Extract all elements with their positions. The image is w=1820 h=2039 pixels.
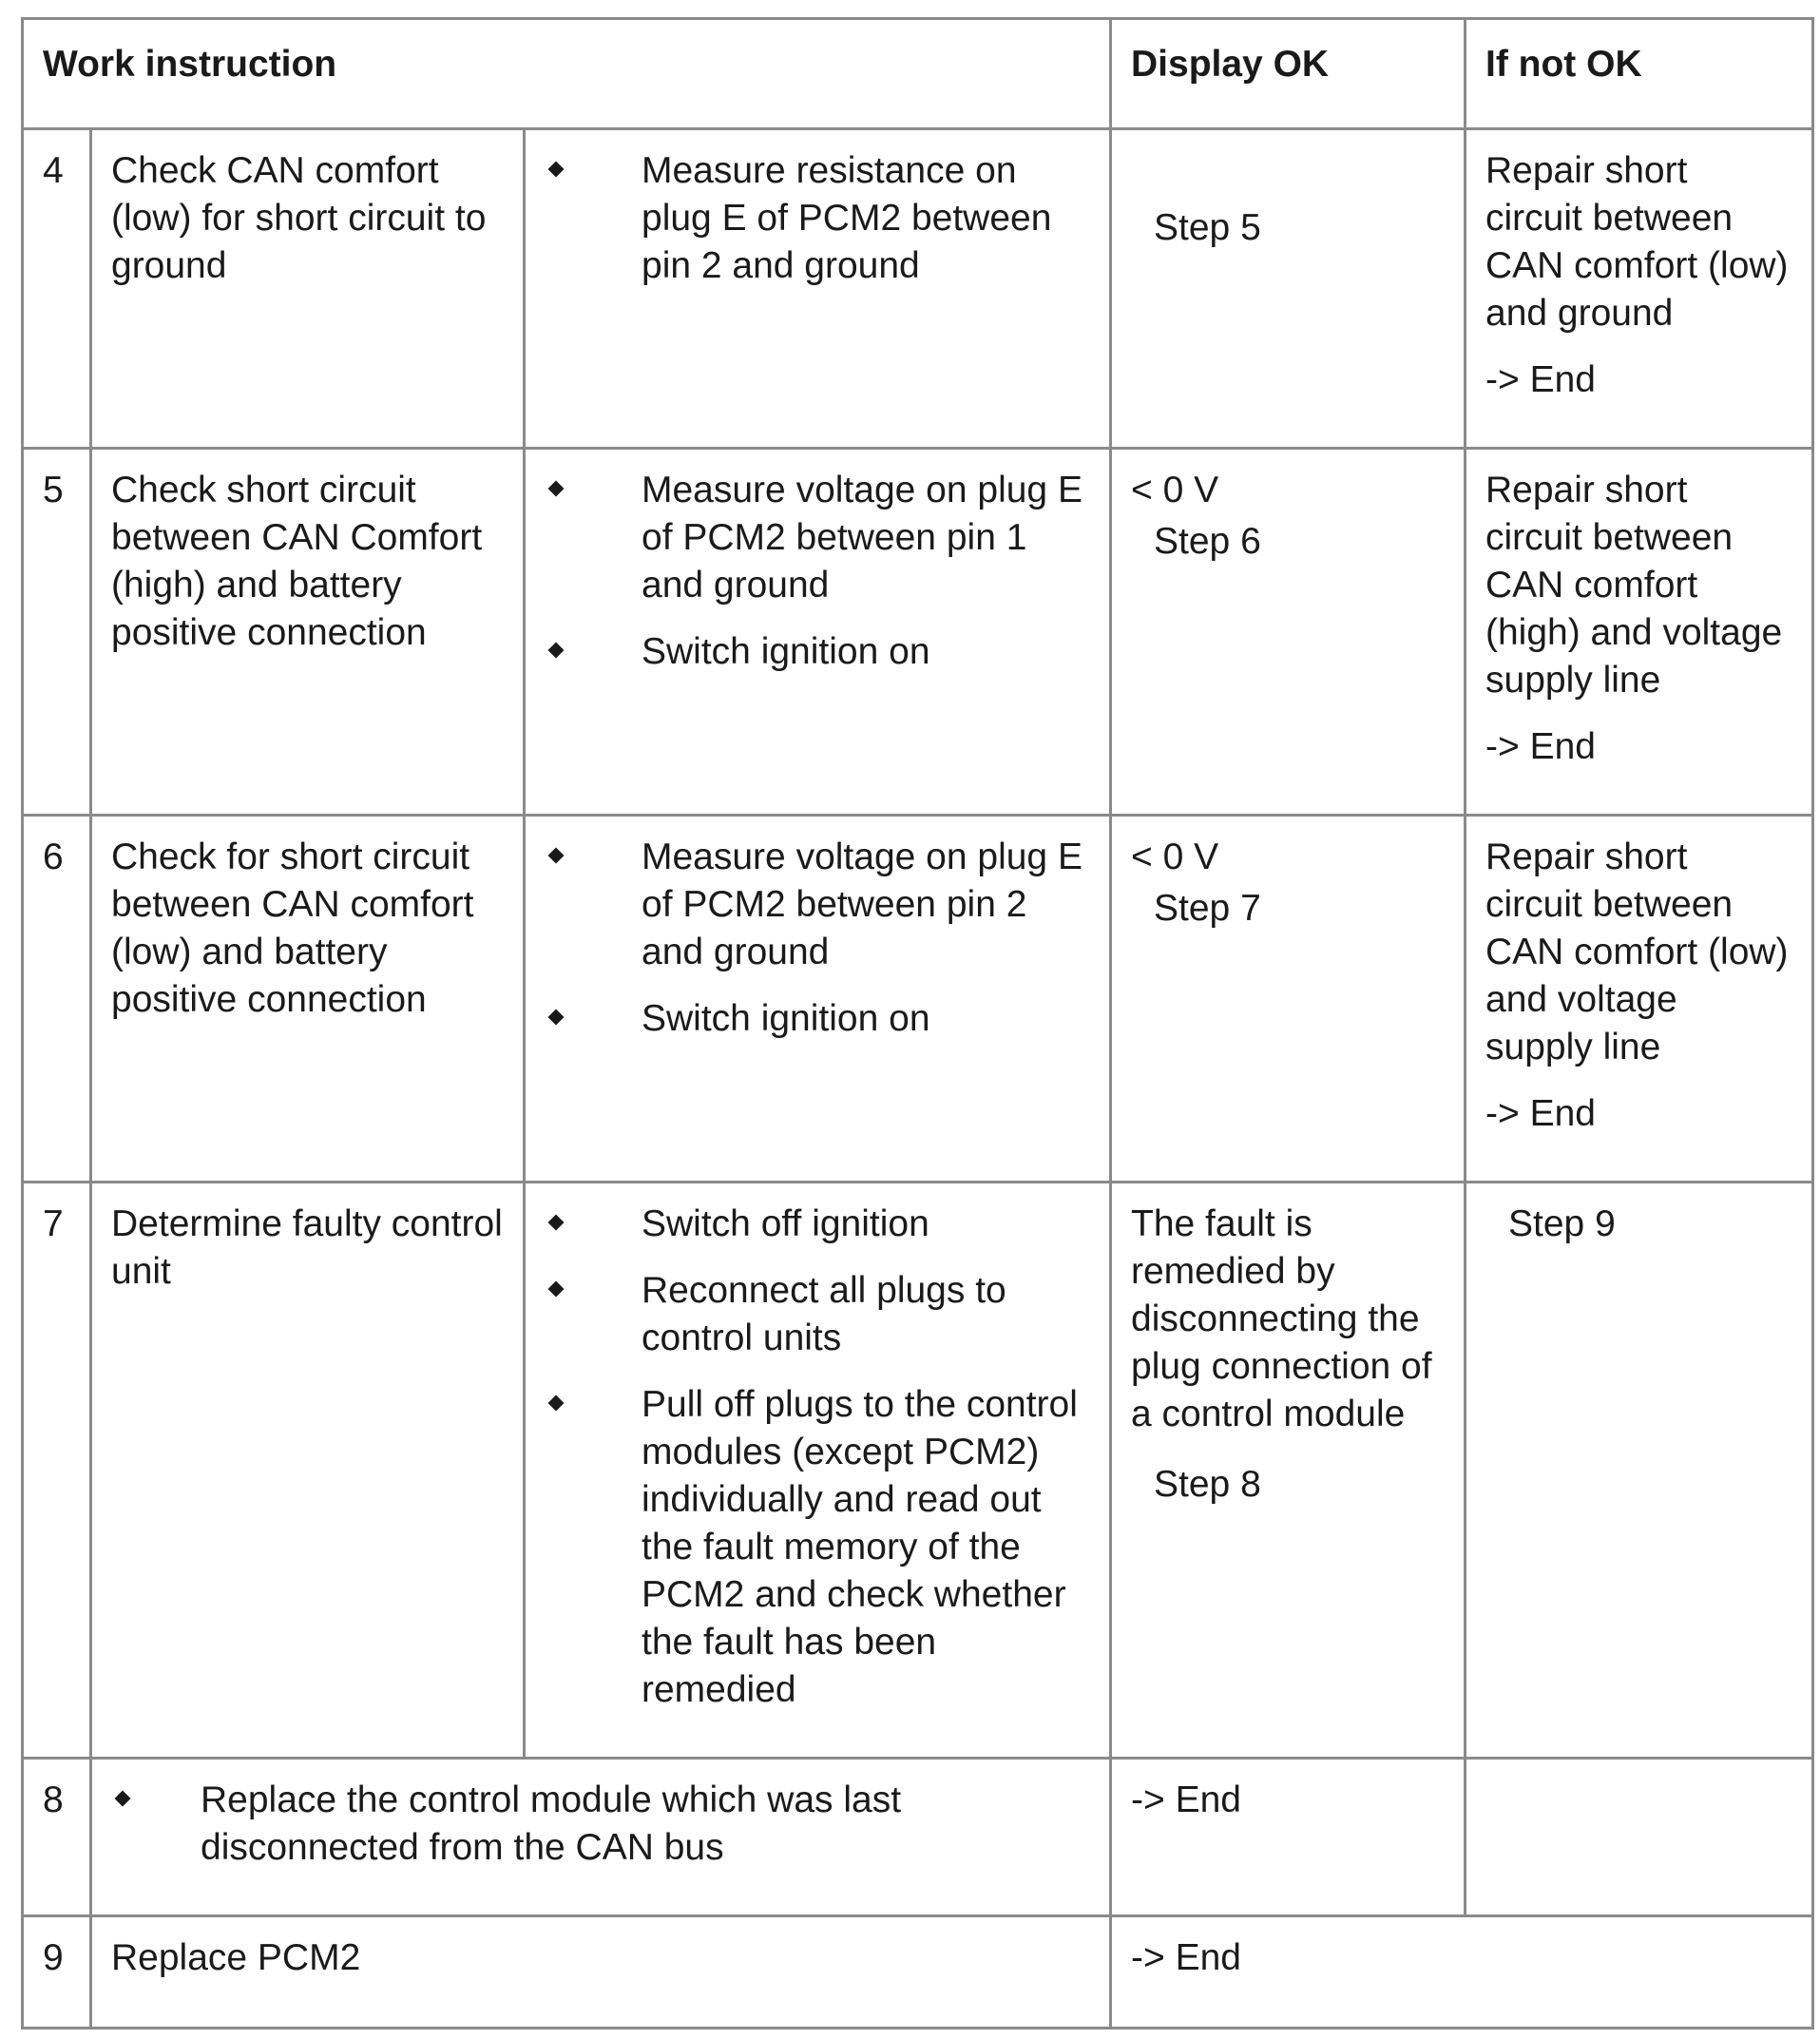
display-ok-cell: -> End [1111, 1759, 1466, 1916]
action-list [545, 147, 1090, 290]
action-list-cell [525, 1183, 1111, 1759]
table-row [23, 449, 1813, 816]
display-ok-cell: -> End [1111, 1916, 1813, 2029]
task-description: Determine faulty control unit [91, 1183, 525, 1759]
if-not-ok-cell [1466, 449, 1813, 816]
task-description: Check for short circuit between CAN comfort (low) and battery positive connection [91, 816, 525, 1183]
header-display-ok: Display OK [1111, 19, 1466, 129]
diamond-bullet-icon [548, 1395, 565, 1412]
if-not-ok-cell [1466, 129, 1813, 449]
display-ok-cell [1111, 129, 1466, 449]
repair-text: Repair short circuit between CAN comfort (low) and voltage supply line [1485, 837, 1789, 1068]
action-text: Switch ignition on [642, 998, 930, 1039]
list-item [545, 147, 1090, 290]
diamond-bullet-icon [548, 481, 565, 497]
next-step: Step 5 [1154, 207, 1261, 248]
diamond-bullet-icon [548, 1281, 565, 1298]
action-list [545, 467, 1090, 676]
end-marker: -> End [1485, 726, 1596, 767]
action-text: Reconnect all plugs to control units [642, 1270, 1006, 1358]
list-item [111, 1777, 1090, 1872]
action-list [545, 1201, 1090, 1714]
next-step: Step 7 [1154, 888, 1261, 929]
display-ok-cell [1111, 449, 1466, 816]
step-number: 9 [23, 1916, 91, 2029]
display-value: The fault is remedied by disconnecting the plug connection of a control module [1131, 1203, 1432, 1434]
list-item [545, 1267, 1090, 1362]
header-work-instruction: Work instruction [23, 19, 1111, 129]
table-row [23, 129, 1813, 449]
step-number: 7 [23, 1183, 91, 1759]
list-item [545, 628, 1090, 676]
action-cell [91, 1759, 1111, 1916]
task-description: Check short circuit between CAN Comfort (high) and battery positive connection [91, 449, 525, 816]
action-text: Switch ignition on [642, 631, 930, 672]
diamond-bullet-icon [548, 1010, 565, 1026]
next-step: Step 9 [1508, 1203, 1616, 1244]
step-number: 4 [23, 129, 91, 449]
display-ok-cell [1111, 816, 1466, 1183]
step-number: 6 [23, 816, 91, 1183]
table-row [23, 1759, 1813, 1916]
table-row [23, 1183, 1813, 1759]
task-description: Check CAN comfort (low) for short circuit to ground [91, 129, 525, 449]
next-step: Step 8 [1154, 1464, 1261, 1505]
list-item [545, 1201, 1090, 1248]
action-text: Measure resistance on plug E of PCM2 between pin 2 and ground [642, 150, 1052, 286]
step-number: 5 [23, 449, 91, 816]
list-item [545, 834, 1090, 976]
end-marker: -> End [1485, 1093, 1596, 1134]
diamond-bullet-icon [548, 162, 565, 178]
action-list [545, 834, 1090, 1043]
if-not-ok-cell [1466, 816, 1813, 1183]
list-item [545, 995, 1090, 1043]
table-row [23, 816, 1813, 1183]
list-item [545, 467, 1090, 609]
step-number: 8 [23, 1759, 91, 1916]
next-step: Step 6 [1154, 521, 1261, 562]
repair-text: Repair short circuit between CAN comfort (high) and voltage supply line [1485, 470, 1783, 701]
if-not-ok-cell [1466, 1183, 1813, 1759]
action-text: Replace the control module which was last disconnected from the CAN bus [201, 1779, 902, 1868]
action-list-cell [525, 449, 1111, 816]
action-list-cell [525, 129, 1111, 449]
display-value: < 0 V [1131, 470, 1219, 510]
diamond-bullet-icon [115, 1791, 131, 1807]
action-text: Measure voltage on plug E of PCM2 between pin 2 and ground [642, 837, 1082, 972]
if-not-ok-cell [1466, 1759, 1813, 1916]
table-row [23, 1916, 1813, 2029]
display-ok-cell [1111, 1183, 1466, 1759]
action-text: Switch off ignition [642, 1203, 929, 1244]
action-cell: Replace PCM2 [91, 1916, 1111, 2029]
work-instruction-table [21, 17, 1814, 2029]
diamond-bullet-icon [548, 848, 565, 864]
diamond-bullet-icon [548, 643, 565, 659]
diamond-bullet-icon [548, 1215, 565, 1231]
repair-text: Repair short circuit between CAN comfort (low) and ground [1485, 150, 1789, 334]
action-text: Pull off plugs to the control modules (except PCM2) individually and read out the fault memory of the PCM2 and check whether the fault has been remedied [642, 1384, 1078, 1710]
action-list-cell [525, 816, 1111, 1183]
list-item [545, 1381, 1090, 1714]
display-value: < 0 V [1131, 837, 1219, 877]
header-row [23, 19, 1813, 129]
end-marker: -> End [1485, 359, 1596, 400]
action-text: Measure voltage on plug E of PCM2 between pin 1 and ground [642, 470, 1082, 606]
header-if-not-ok: If not OK [1466, 19, 1813, 129]
